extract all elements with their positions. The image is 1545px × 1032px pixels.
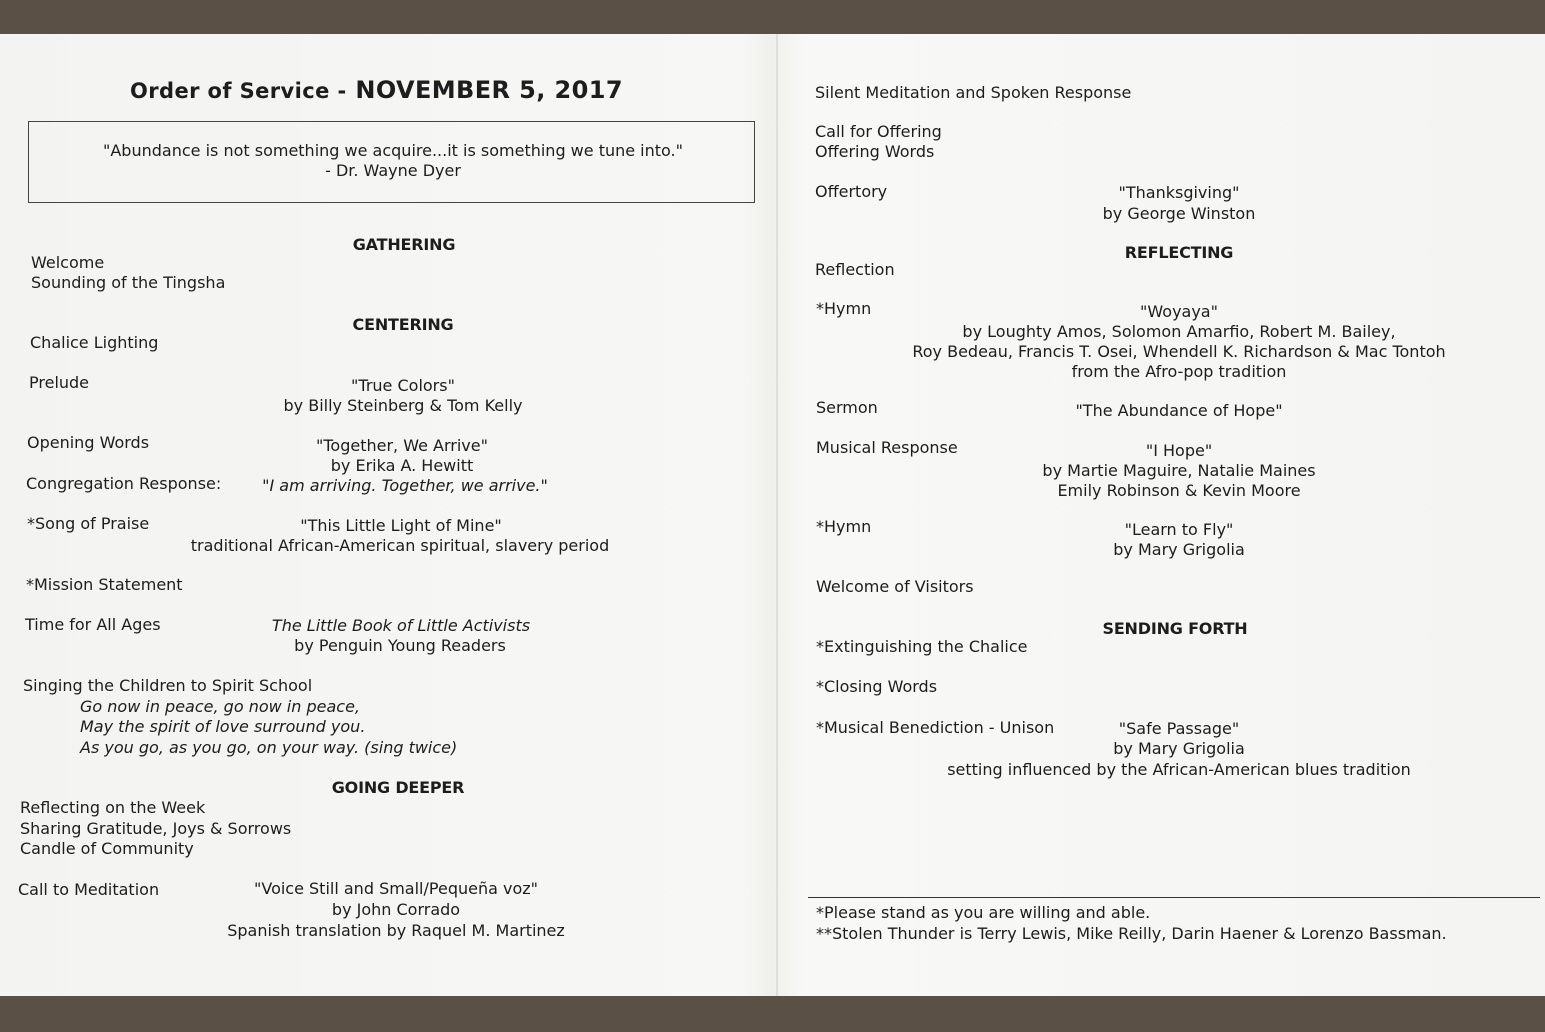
prelude-label: Prelude: [29, 373, 90, 392]
section-centering: CENTERING: [352, 315, 454, 334]
quote-text: "Abundance is not something we acquire...it is something we tune into.": [103, 141, 683, 160]
hymn1-by-3: from the Afro-pop tradition: [1071, 362, 1287, 381]
offering-words-label: Offering Words: [815, 142, 935, 161]
footnote-stolen-thunder: **Stolen Thunder is Terry Lewis, Mike Reilly, Darin Haener & Lorenzo Bassman.: [816, 924, 1447, 943]
musical-response-label: Musical Response: [816, 438, 958, 457]
hymn2-label: *Hymn: [816, 517, 872, 536]
lyric-line-1: Go now in peace, go now in peace,: [80, 697, 360, 716]
musical-title: "I Hope": [1145, 441, 1213, 460]
song-title: "This Little Light of Mine": [300, 516, 502, 535]
singing-label: Singing the Children to Spirit School: [23, 676, 313, 695]
musical-by-2: Emily Robinson & Kevin Moore: [1057, 481, 1301, 500]
call-title: "Voice Still and Small/Pequeña voz": [254, 879, 538, 898]
offertory-title: "Thanksgiving": [1118, 183, 1240, 202]
time-by: by Penguin Young Readers: [294, 636, 506, 655]
extinguish-label: *Extinguishing the Chalice: [816, 637, 1028, 656]
section-sending-forth: SENDING FORTH: [1102, 619, 1248, 638]
call-translation: Spanish translation by Raquel M. Martinez: [227, 921, 565, 940]
offertory-label: Offertory: [815, 182, 888, 201]
welcome-label: Welcome: [31, 253, 105, 272]
mission-label: *Mission Statement: [26, 575, 183, 594]
song-desc: traditional African-American spiritual, slavery period: [190, 536, 610, 555]
footnote-standing: *Please stand as you are willing and able.: [816, 903, 1151, 922]
visitors-label: Welcome of Visitors: [816, 577, 974, 596]
congregation-text: "I am arriving. Together, we arrive.": [262, 476, 548, 495]
reflecting-week-label: Reflecting on the Week: [20, 798, 206, 817]
hymn2-title: "Learn to Fly": [1124, 520, 1234, 539]
offertory-by: by George Winston: [1102, 204, 1256, 223]
chalice-label: Chalice Lighting: [30, 333, 159, 352]
hymn1-by-1: by Loughty Amos, Solomon Amarfio, Robert M. Bailey,: [962, 322, 1396, 341]
closing-label: *Closing Words: [816, 677, 938, 696]
page-fold: [776, 34, 778, 996]
section-reflecting: REFLECTING: [1124, 243, 1234, 262]
footnote-divider: [808, 897, 1540, 898]
silent-label: Silent Meditation and Spoken Response: [815, 83, 1132, 102]
opening-by: by Erika A. Hewitt: [330, 456, 474, 475]
benediction-title: "Safe Passage": [1118, 719, 1240, 738]
sermon-title: "The Abundance of Hope": [1075, 401, 1283, 420]
section-gathering: GATHERING: [352, 235, 456, 254]
page-title: [130, 76, 623, 104]
hymn2-by: by Mary Grigolia: [1113, 540, 1245, 559]
section-going-deeper: GOING DEEPER: [331, 778, 465, 797]
call-by: by John Corrado: [331, 900, 461, 919]
prelude-by: by Billy Steinberg & Tom Kelly: [283, 396, 523, 415]
lyric-line-2: May the spirit of love surround you.: [80, 717, 366, 736]
title-prefix: Order of Service -: [130, 79, 347, 103]
opening-label: Opening Words: [27, 433, 150, 452]
benediction-desc: setting influenced by the African-American blues tradition: [947, 760, 1411, 779]
title-date: NOVEMBER 5, 2017: [355, 76, 623, 104]
candle-label: Candle of Community: [20, 839, 194, 858]
reflection-label: Reflection: [815, 260, 895, 279]
lyric-line-3: As you go, as you go, on your way. (sing twice): [80, 738, 458, 757]
time-title: The Little Book of Little Activists: [271, 616, 531, 635]
song-label: *Song of Praise: [27, 514, 150, 533]
congregation-label: Congregation Response:: [26, 474, 222, 493]
hymn1-by-2: Roy Bedeau, Francis T. Osei, Whendell K. Richardson & Mac Tontoh: [912, 342, 1446, 361]
hymn1-title: "Woyaya": [1140, 302, 1218, 321]
quote-attribution: - Dr. Wayne Dyer: [325, 161, 461, 180]
call-label: Call to Meditation: [18, 880, 160, 899]
offering-call-label: Call for Offering: [815, 122, 942, 141]
benediction-by: by Mary Grigolia: [1113, 739, 1245, 758]
sermon-label: Sermon: [816, 398, 878, 417]
tingsha-label: Sounding of the Tingsha: [31, 273, 226, 292]
sharing-label: Sharing Gratitude, Joys & Sorrows: [20, 819, 292, 838]
musical-by-1: by Martie Maguire, Natalie Maines: [1042, 461, 1316, 480]
prelude-title: "True Colors": [351, 376, 455, 395]
time-label: Time for All Ages: [25, 615, 161, 634]
opening-title: "Together, We Arrive": [316, 436, 488, 455]
hymn1-label: *Hymn: [816, 299, 872, 318]
benediction-label: *Musical Benediction - Unison: [816, 718, 1055, 737]
